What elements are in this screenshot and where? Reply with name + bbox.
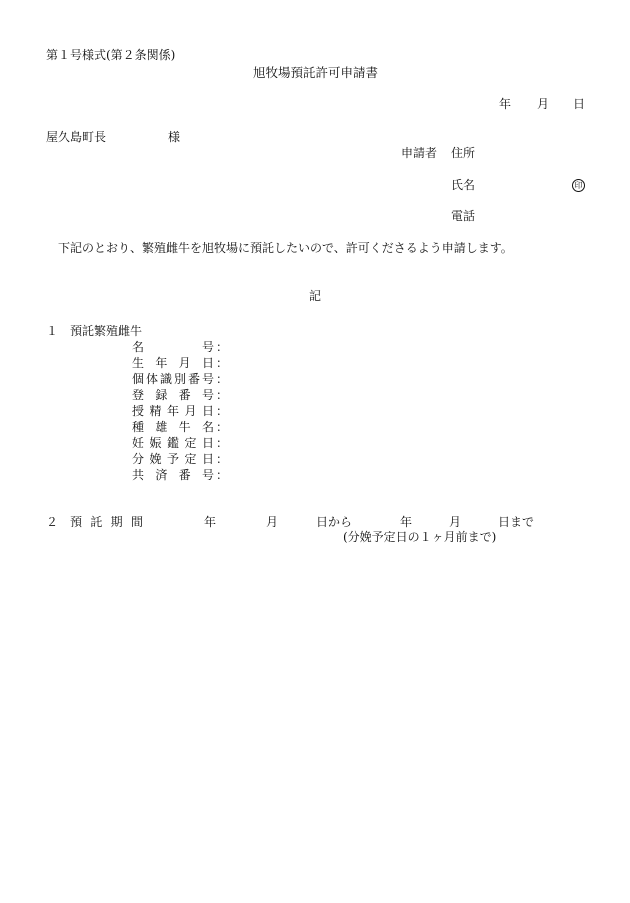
name-label: 氏名	[451, 178, 476, 192]
period-from: 日から	[316, 515, 353, 529]
recipient-name: 屋久島町長	[46, 130, 107, 144]
applicant-label: 申請者	[401, 146, 438, 160]
period-until: 日まで	[498, 515, 535, 529]
ki-heading: 記	[309, 289, 322, 303]
period-note: (分娩予定日の１ヶ月前まで)	[343, 530, 497, 544]
field-label: 授精年月日	[132, 404, 214, 418]
field-row-name	[132, 341, 228, 357]
field-colon: ：	[216, 452, 229, 466]
section-1-number: １	[46, 324, 59, 338]
period-month-2: 月	[449, 515, 462, 529]
field-label: 生年月日	[132, 356, 214, 370]
field-label: 名号	[132, 340, 214, 354]
period-month-1: 月	[266, 515, 279, 529]
period-year-2: 年	[400, 515, 413, 529]
field-label: 種雄牛名	[132, 420, 214, 434]
section-1-heading: 預託繁殖雌牛	[70, 324, 143, 338]
field-colon: ：	[216, 436, 229, 450]
field-row-pregnancy-check	[132, 437, 228, 453]
field-row-birthdate	[132, 357, 228, 373]
seal-mark: 印	[572, 179, 585, 192]
field-row-insemination-date	[132, 405, 228, 421]
document-title: 旭牧場預託許可申請書	[253, 65, 379, 80]
field-colon: ：	[216, 468, 229, 482]
address-label: 住所	[451, 146, 476, 160]
field-colon: ：	[216, 340, 229, 354]
section-2-heading: 預託期間	[70, 515, 143, 529]
body-text: 下記のとおり、繁殖雌牛を旭牧場に預託したいので、許可くださるよう申請します。	[58, 241, 513, 255]
field-row-insurance-number	[132, 469, 228, 485]
section-2-number: ２	[46, 515, 59, 529]
period-year-1: 年	[204, 515, 217, 529]
field-row-registration	[132, 389, 228, 405]
phone-label: 電話	[451, 209, 476, 223]
field-label: 登録番号	[132, 388, 214, 402]
field-colon: ：	[216, 388, 229, 402]
field-colon: ：	[216, 356, 229, 370]
field-colon: ：	[216, 420, 229, 434]
field-colon: ：	[216, 404, 229, 418]
field-label: 妊娠鑑定日	[132, 436, 214, 450]
date-year: 年	[499, 97, 512, 111]
date-month: 月	[537, 97, 550, 111]
date-day: 日	[573, 97, 586, 111]
form-number: 第１号様式(第２条関係)	[46, 48, 176, 62]
field-row-id-number	[132, 373, 228, 389]
field-label: 共済番号	[132, 468, 214, 482]
field-row-due-date	[132, 453, 228, 469]
field-colon: ：	[216, 372, 229, 386]
field-label: 個体識別番号	[132, 372, 214, 386]
recipient-honorific: 様	[168, 130, 181, 144]
field-row-sire-name	[132, 421, 228, 437]
field-label: 分娩予定日	[132, 452, 214, 466]
